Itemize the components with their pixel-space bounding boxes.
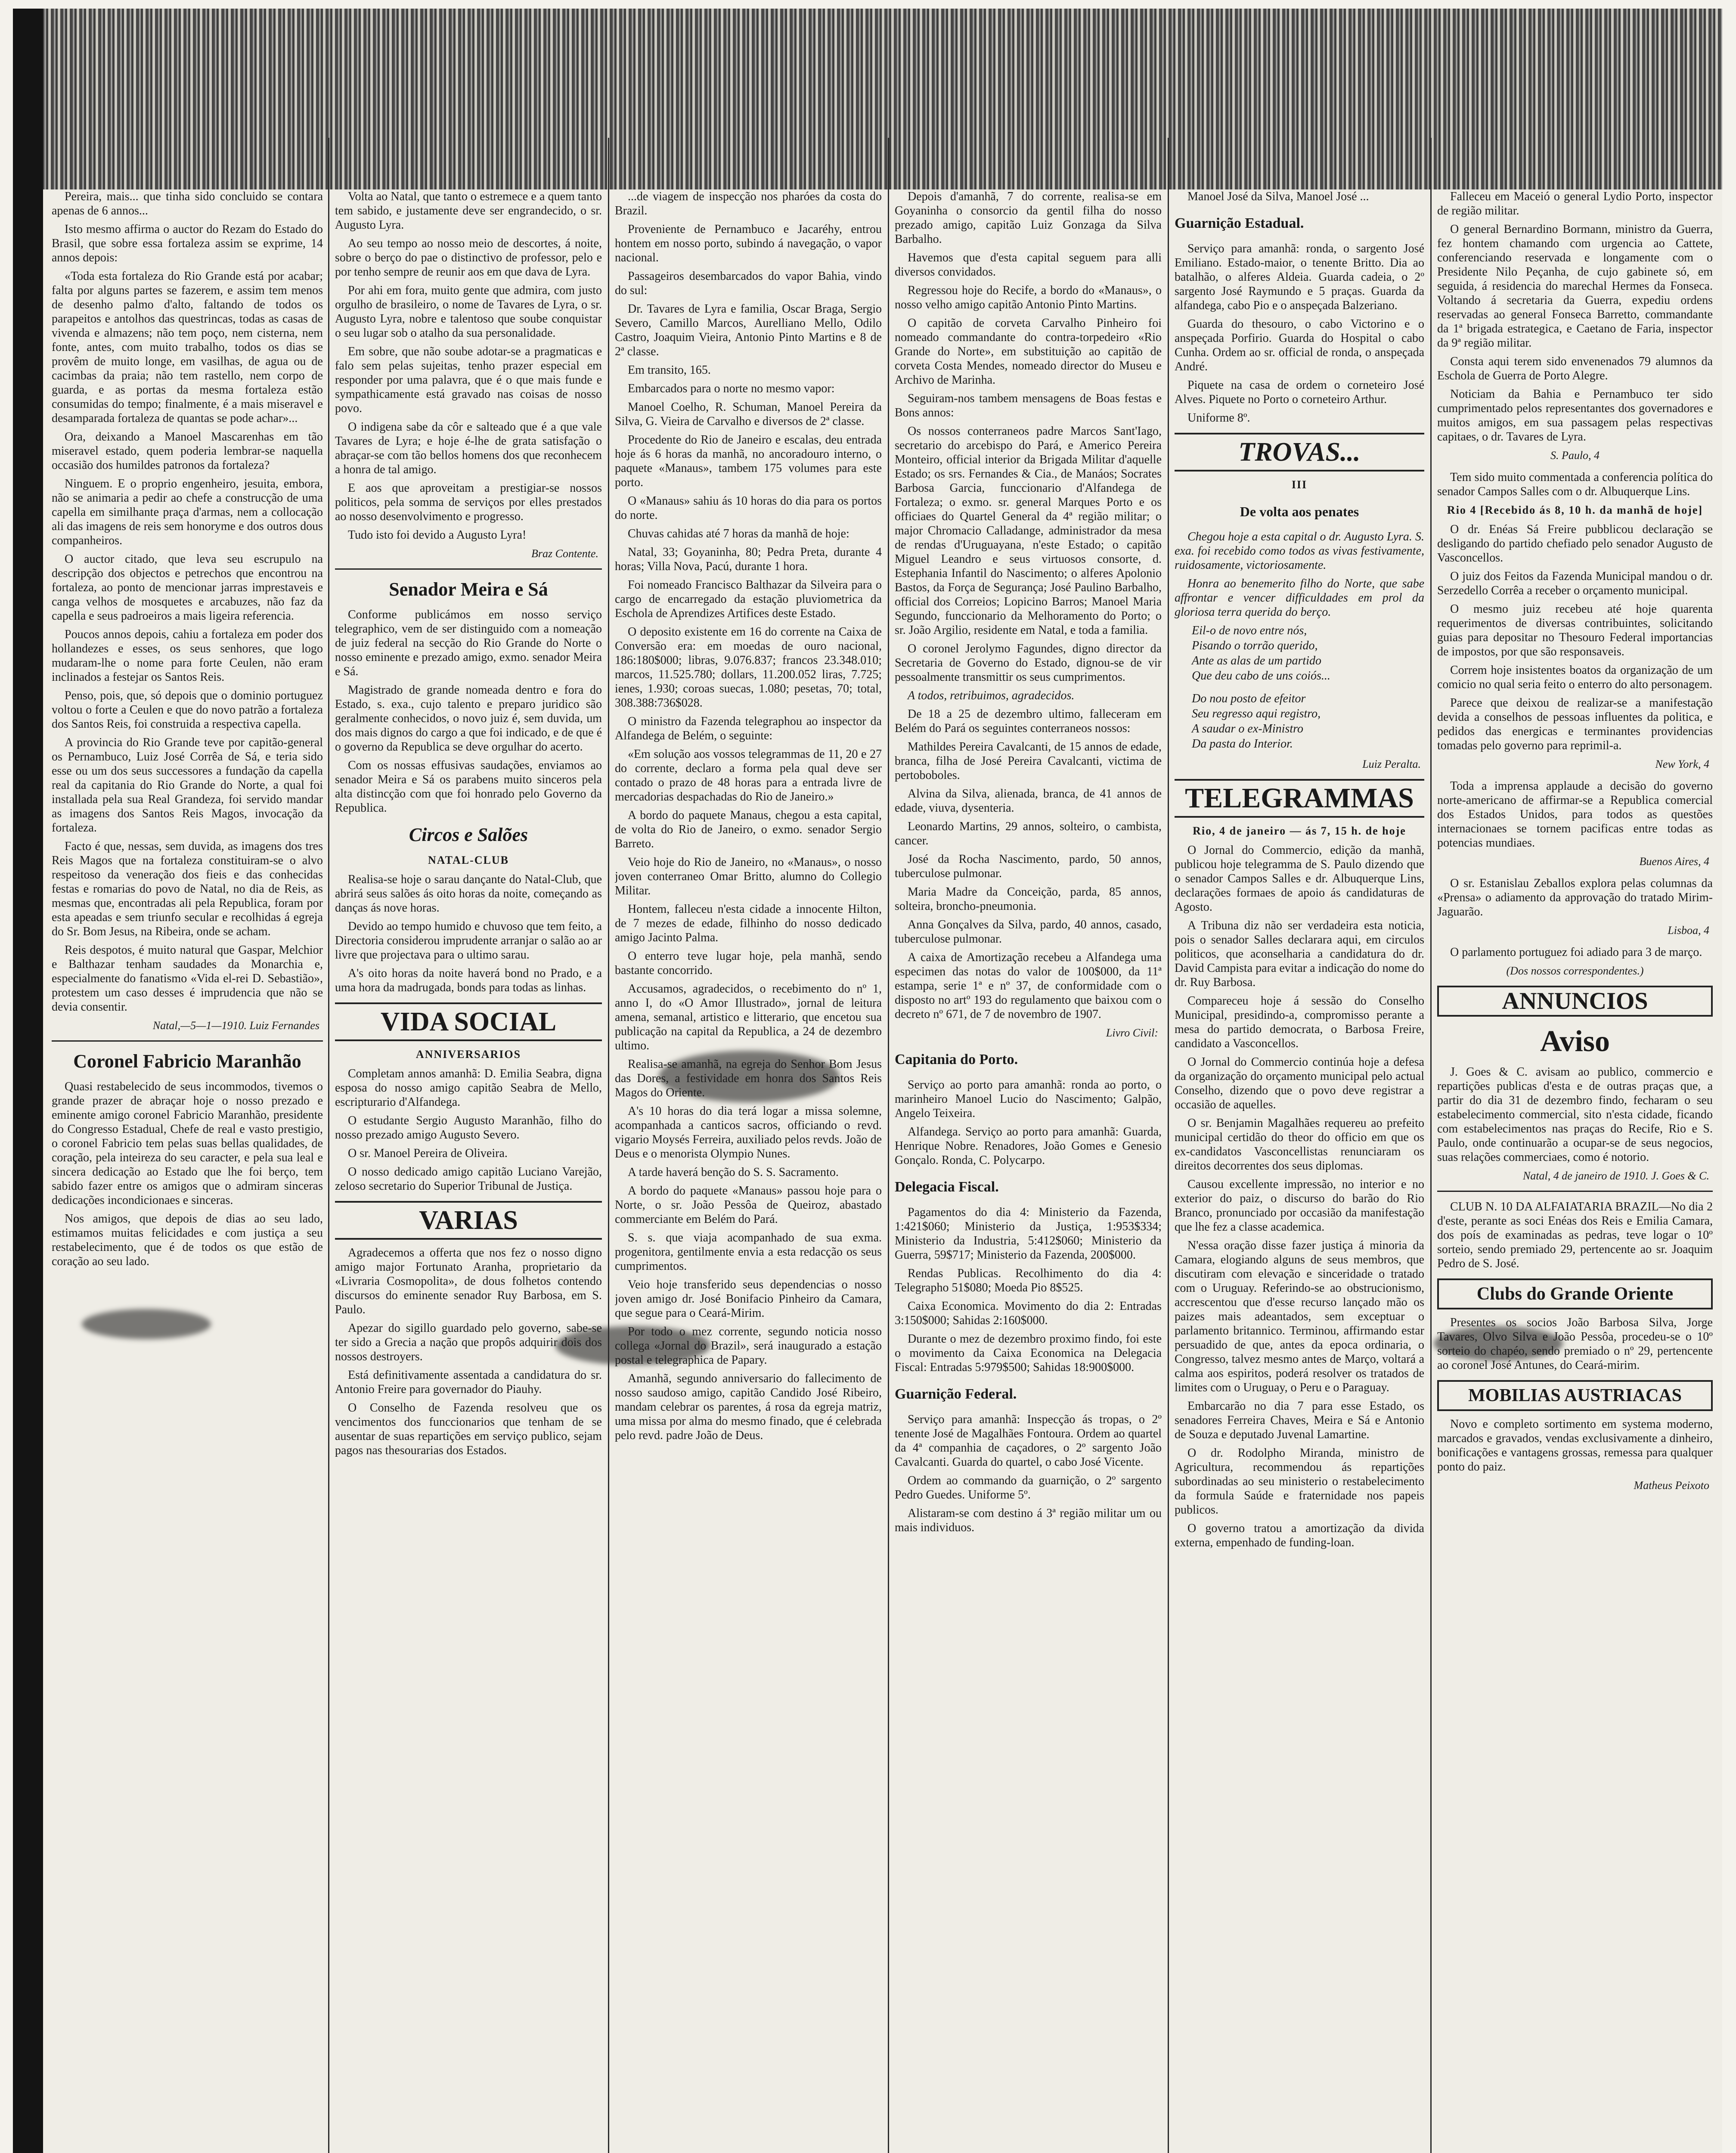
column-3 <box>615 189 882 2153</box>
verse-line: Eil-o de novo entre nós, <box>1192 624 1307 637</box>
article-paragraph: A caixa de Amortização recebeu a Alfandega uma especimen das notas do valor de 100$000, da 11ª estampa, serie 1ª e nº 37, de conformidade com o disposto no artº 193 do regulamento que baixou com o decreto nº 671, de 7 de novembro de 1907. <box>895 951 1162 1021</box>
article-paragraph: O estudante Sergio Augusto Maranhão, filho do nosso prezado amigo Augusto Severo. <box>335 1114 602 1142</box>
poem-verse <box>1175 624 1424 751</box>
article-paragraph: Depois d'amanhã, 7 do corrente, realisa-se em Goyaninha o consorcio da gentil filha do nosso prezado amigo, capitão Luiz Gonzaga da Silva Barbalho. <box>895 190 1162 246</box>
article-paragraph: Maria Madre da Conceição, parda, 85 annos, solteira, broncho-pneumonia. <box>895 885 1162 913</box>
article-paragraph: O auctor citado, que leva seu escrupulo na descripção dos objectos e petrechos que encontrou na fortaleza, ao ponto de mencionar jarras imprestaveis e canga velhos de mosquetes e arcabuzes, não faz da capella e seus padroeiros a mais ligeira referencia. <box>52 552 323 623</box>
article-paragraph: Com os nossas effusivas saudações, enviamos ao senador Meira e Sá os parabens muito sinceros pela alta distincção com que foi honrado pelo Governo da Republica. <box>335 759 602 815</box>
section-subheading: ANNIVERSARIOS <box>415 1048 521 1061</box>
article-paragraph: Realisa-se hoje o sarau dançante do Natal-Club, que abrirá seus salões ás oito horas da noite, começando as danças ás nove horas. <box>335 873 602 915</box>
article-paragraph: Completam annos amanhã: D. Emilia Seabra, digna esposa do nosso amigo capitão Seabra de Mello, escripturario d'Alfandega. <box>335 1067 602 1109</box>
article-signature: Matheus Peixoto <box>1634 1479 1709 1492</box>
article-paragraph: Ao seu tempo ao nosso meio de descortes, á noite, sobre o berço do pae o distinctivo de professor, pelo e por tenho sempre de reunir aos em que dava de Lyra. <box>335 237 602 279</box>
article-paragraph: CLUB N. 10 DA ALFAIATARIA BRAZIL—No dia 2 d'este, perante as soci Enéas dos Reis e Emilia Camara, dos poís de examinadas as pedras, teve logar o 10º sorteio, sendo premiado 29, pertencente ao sr. Joaquim Pedro de S. José. <box>1437 1200 1713 1270</box>
article-paragraph: Está definitivamente assentada a candidatura do sr. Antonio Freire para governador do Piauhy. <box>335 1368 602 1396</box>
separator <box>335 568 602 570</box>
column-4 <box>895 189 1162 2153</box>
article-paragraph: Embarcarão no dia 7 para esse Estado, os senadores Ferreira Chaves, Meira e Sá e Antonio de Souza e deputado Juvenal Lamartine. <box>1175 1399 1424 1441</box>
article-paragraph: A Tribuna diz não ser verdadeira esta noticia, pois o senador Salles declarara aqui, em circulos politicos, que aconselharia a candidatura do dr. David Campista para evitar a indicação do nome do dr. Ruy Barbosa. <box>1175 919 1424 989</box>
article-paragraph: Amanhã, segundo anniversario do fallecimento de nosso saudoso amigo, capitão Candido José Ribeiro, mandam celebrar os parentes, á rosa da egreja matriz, uma missa por alma do mesmo finado, que é celebrada pelo revd. padre João de Deus. <box>615 1372 882 1442</box>
article-paragraph: O enterro teve lugar hoje, pela manhã, sendo bastante concorrido. <box>615 949 882 977</box>
article-signature: Natal, 4 de janeiro de 1910. J. Goes & C. <box>1522 1170 1709 1182</box>
verse-line: Da pasta do Interior. <box>1192 737 1293 751</box>
article-paragraph: Havemos que d'esta capital seguem para alli diversos convidados. <box>895 251 1162 279</box>
article-paragraph: Nos amigos, que depois de dias ao seu lado, estimamos muitas felicidades e com justiça a seu restabelecimento, que é de todos os que estão de coração ao seu lado. <box>52 1212 323 1268</box>
article-paragraph: O indigena sabe da côr e salteado que é a que vale Tavares de Lyra; e hoje é-lhe de grata satisfação o abraçar-se com tão bellos homens dos que reconhecem a honra de tal amigo. <box>335 420 602 476</box>
article-paragraph: Ninguem. E o proprio engenheiro, jesuita, embora, não se animaria a pedir ao chefe a construcção de uma capella em similhante praça d'armas, nem a collocação ali das imagens de reis sem honoryme e dos outros dous companheiros. <box>52 477 323 547</box>
article-paragraph: Quasi restabelecido de seus incommodos, tivemos o grande prazer de abraçar hoje o nosso prezado e eminente amigo coronel Fabricio Maranhão, presidente do Congresso Estadual, Chefe de real e vasto prestigio, o coronel Fabricio tem pelas suas bellas qualidades, de coração, pela inteireza do seu caracter, e pela sua leal e sincera dedicação ao Estado que lhe foi berço, tem sabido fazer entre os amigos que o admiram sinceras dedicações incondicionaes e sinceras. <box>52 1080 323 1207</box>
section-heading: Guarnição Estadual. <box>1175 215 1304 231</box>
article-paragraph: Seguiram-nos tambem mensagens de Boas festas e Bons annos: <box>895 392 1162 419</box>
article-paragraph: Conforme publicámos em nosso serviço telegraphico, vem de ser distinguido com a nomeação de juiz federal na secção do Rio Grande do Norte o nosso eminente e prezado amigo, exmo. senador Meira e Sá. <box>335 608 602 678</box>
dateline: Rio 4 [Recebido ás 8, 10 h. da manhã de hoje] <box>1447 504 1703 516</box>
section-subheading: III <box>1291 478 1308 491</box>
section-heading: Guarnição Federal. <box>895 1386 1017 1402</box>
article-signature: Braz Contente. <box>531 547 598 560</box>
article-paragraph: O sr. Estanislau Zeballos explora pelas columnas da «Prensa» o adiamento da approvação do tratado Mirim-Jaguarão. <box>1437 877 1713 918</box>
article-paragraph: Alvina da Silva, alienada, branca, de 41 annos de edade, viuva, dysenteria. <box>895 787 1162 815</box>
article-paragraph: Os nossos conterraneos padre Marcos Sant'Iago, secretario do arcebispo do Pará, e Americo Pereira Monteiro, official interior da Brigada Militar d'aquelle Estado; os srs. Fernandes & Cia., de Manáos; Socrates Barbosa Garcia, funccionario d'Alfandega de Fortaleza; o exmo. sr. general Marques Porto e os officiaes do Quartel General da 4ª região militar; o major Chromacio Calladange, administrador da mesa de rendas d'Uruguayana, n'este Estado; o capitão Miguel Leandro e seus virtuosos consorte, d. Estephania Infantil do Nascimento; o alferes Apolonio Bastos, da Força de Segurança; José Paulino Barbalho, official dos Correios; Lopicino Barros; Manoel Maria Segundo, funccionario da Melhoramento do Porto; o sr. João Argilio, residente em Natal, e toda a familia. <box>895 425 1162 637</box>
article-paragraph: Falleceu em Maceió o general Lydio Porto, inspector de região militar. <box>1437 190 1713 217</box>
article-paragraph: O mesmo juiz recebeu até hoje quarenta requerimentos de diversas contribuintes, solicitando guias para depositar no Thesouro Federal importancias de impostos, por que são responsaveis. <box>1437 602 1713 658</box>
verse-line: Pisando o torrão querido, <box>1192 639 1318 652</box>
article-signature: Luiz Peralta. <box>1362 758 1421 770</box>
article-paragraph: Chegou hoje a esta capital o dr. Augusto Lyra. S. exa. foi recebido como todos as vivas festivamente, ruidosamente, victoriosamente. <box>1175 530 1424 572</box>
article-paragraph: Manoel Coelho, R. Schuman, Manoel Pereira da Silva, G. Vieira de Carvalho e diversos de 2ª classe. <box>615 400 882 428</box>
article-paragraph: Volta ao Natal, que tanto o estremece e a quem tanto tem sabido, e justamente deve ser engrandecido, o sr. Augusto Lyra. <box>335 190 602 232</box>
verse-line: Ante as alas de um partido <box>1192 654 1321 667</box>
article-paragraph: O ministro da Fazenda telegraphou ao inspector da Alfandega de Belém, o seguinte: <box>615 715 882 742</box>
column-rule <box>1168 138 1169 2153</box>
article-paragraph: Poucos annos depois, cahiu a fortaleza em poder dos hollandezes e esses, os seus senhores, que logo mudaram-lhe o nome para forte Ceulen, não eram inclinados a festejar os Santos Reis. <box>52 628 323 684</box>
section-heading: Delegacia Fiscal. <box>895 1179 999 1195</box>
article-paragraph: Proveniente de Pernambuco e Jacaréhy, entrou hontem em nosso porto, subindo á navegação, o vapor nacional. <box>615 223 882 264</box>
article-paragraph: Correm hoje insistentes boatos da organização de um comicio no qual seria feito o enterro do alto personagem. <box>1437 664 1713 691</box>
article-paragraph: Noticiam da Bahia e Pernambuco ter sido cumprimentado pelos representantes dos governadores e muitos amigos, em sua passagem pelas respectivas capitaes, o dr. Tavares de Lyra. <box>1437 388 1713 444</box>
section-heading: Aviso <box>1540 1025 1610 1058</box>
dark-left-edge <box>13 9 43 2153</box>
section-heading: Coronel Fabricio Maranhão <box>73 1051 301 1072</box>
article-paragraph: Compareceu hoje á sessão do Conselho Municipal, presidindo-a, compromisso perante a mesa do partido democrata, o Barbosa Freire, candidato a Vasconcellos. <box>1175 994 1424 1050</box>
article-paragraph: Dr. Tavares de Lyra e familia, Oscar Braga, Sergio Severo, Camillo Marcos, Aurelliano Mello, Odilo Castro, Joaquim Vieira, Antonio Pinto Martins e 8 de 2ª classe. <box>615 302 882 358</box>
article-paragraph: N'essa oração disse fazer justiça á minoria da Camara, elogiando alguns de seus membros, que discutiram com elevação e sinceridade o tratado com o Uruguay. Referindo-se ao obstrucionismo, accrescentou que d'esse recurso lançado mão os paizes mais adeantados, sem exceptuar o parlamento britannico. Terminou, affirmando estar persuadido de que, antes da epoca ordinaria, o Congresso, talvez mesmo antes de Março, voltará a calma aos espiritos, poderá resolver os tratados de limites com o Uruguay, o Peru e o Paraguay. <box>1175 1239 1424 1394</box>
article-paragraph: Reis despotos, é muito natural que Gaspar, Melchior e Balthazar tenham saudades da Monarchia e, especialmente do fanatismo «Vida el-rei D. Sebastião», protestem um caso desses é imprudencia que não se devia consentir. <box>52 943 323 1014</box>
article-paragraph: Accusamos, agradecidos, o recebimento do nº 1, anno I, do «O Amor Illustrado», jornal de leitura amena, semanal, artistico e litterario, que encetou sua publicação na capital da Republica, a 24 de dezembro ultimo. <box>615 982 882 1052</box>
article-paragraph: Durante o mez de dezembro proximo findo, foi este o movimento da Caixa Economica na Delegacia Fiscal: Entradas 5:979$500; Sahidas 18:900$000. <box>895 1332 1162 1374</box>
column-rule <box>608 138 609 2153</box>
verse-line: Seu regresso aqui registro, <box>1192 707 1321 720</box>
article-paragraph: Leonardo Martins, 29 annos, solteiro, o cambista, cancer. <box>895 820 1162 847</box>
article-paragraph: Magistrado de grande nomeada dentro e fora do Estado, s. exa., cujo talento e preparo juridico são geralmente conhecidos, o novo juiz é, sem duvida, um dos mais dignos do cargo a que foi indicado, e de que é o governo da Republica se deve orgulhar do acerto. <box>335 683 602 754</box>
article-paragraph: Novo e completo sortimento em systema moderno, marcados e gravados, vendas exclusivamente a dinheiro, bonificações e vantagens grossas, remessa para qualquer ponto do paiz. <box>1437 1418 1713 1474</box>
article-paragraph: A bordo do paquete «Manaus» passou hoje para o Norte, o sr. João Pessôa de Queiroz, abastado commerciante em Belém do Pará. <box>615 1184 882 1226</box>
article-paragraph: Caixa Economica. Movimento do dia 2: Entradas 3:150$000; Sahidas 2:160$000. <box>895 1300 1162 1327</box>
section-heading: ANNUNCIOS <box>1437 986 1713 1017</box>
article-paragraph: O coronel Jerolymo Fagundes, digno director da Secretaria de Governo do Estado, dignou-se de vir pessoalmente transmittir os seus cumprimentos. <box>895 642 1162 684</box>
section-heading: MOBILIAS AUSTRIACAS <box>1437 1380 1713 1411</box>
article-paragraph: Hontem, falleceu n'esta cidade a innocente Hilton, de 7 mezes de edade, filhinho do nosso dedicado amigo Jacinto Palma. <box>615 903 882 944</box>
article-paragraph: Serviço para amanhã: ronda, o sargento José Emiliano. Estado-maior, o tenente Britto. Dia ao batalhão, o alferes Aldeia. Guarda cadeia, o 2º sargento José Raymundo e 5 praças. Guarda da alfandega, cabo Pio e o anspeçada Balzeriano. <box>1175 242 1424 312</box>
article-paragraph: Ordem ao commando da guarnição, o 2º sargento Pedro Guedes. Uniforme 5º. <box>895 1474 1162 1502</box>
section-heading: TROVAS... <box>1175 433 1424 472</box>
dateline: New York, 4 <box>1655 758 1709 770</box>
article-paragraph: Rendas Publicas. Recolhimento do dia 4: Telegrapho 51$080; Moeda Pio 8$525. <box>895 1267 1162 1294</box>
section-heading: Clubs do Grande Oriente <box>1437 1278 1713 1309</box>
article-paragraph: A tarde haverá benção do S. S. Sacramento. <box>628 1166 839 1179</box>
article-paragraph: Alfandega. Serviço ao porto para amanhã: Guarda, Henrique Nobre. Renadores, João Gomes e Genesio Gonçalo. Ronda, C. Polycarpo. <box>895 1125 1162 1167</box>
damaged-top-band <box>13 9 1722 189</box>
article-paragraph: ...de viagem de inspecção nos pharóes da costa do Brazil. <box>615 190 882 217</box>
article-paragraph: Tudo isto foi devido a Augusto Lyra! <box>348 528 527 542</box>
dateline: S. Paulo, 4 <box>1550 449 1600 462</box>
article-paragraph: Veio hoje do Rio de Janeiro, no «Manaus», o nosso joven conterraneo Omar Britto, alumno do Collegio Militar. <box>615 856 882 897</box>
article-paragraph: Isto mesmo affirma o auctor do Rezam do Estado do Brasil, que sobre essa fortaleza assim se exprime, 14 annos depois: <box>52 223 323 264</box>
verse-line: A saudar o ex-Ministro <box>1192 722 1303 735</box>
article-paragraph: Veio hoje transferido seus dependencias o nosso joven amigo dr. José Bonifacio Pinheiro da Camara, que segue para o Ceará-Mirim. <box>615 1278 882 1320</box>
article-paragraph: O sr. Manoel Pereira de Oliveira. <box>348 1147 508 1160</box>
article-paragraph: E aos que aproveitam a prestigiar-se nossos politicos, pela somma de serviços por elles prestados ao nosso desenvolvimento e progresso. <box>335 481 602 523</box>
column-2 <box>335 189 602 2153</box>
article-paragraph: Realisa-se amanhã, na egreja do Senhor Bom Jesus das Dores, a festividade em honra dos Santos Reis Magos do Oriente. <box>615 1058 882 1099</box>
article-paragraph: José da Rocha Nascimento, pardo, 50 annos, tuberculose pulmonar. <box>895 853 1162 880</box>
article-paragraph: A todos, retribuimos, agradecidos. <box>908 689 1075 702</box>
article-paragraph: Por ahi em fora, muito gente que admira, com justo orgulho de brasileiro, o nome de Tavares de Lyra, o sr. Augusto Lyra, nobre e talentoso que soube conquistar o seu lugar sob o atalho da sua personalidade. <box>335 284 602 340</box>
article-paragraph: O dr. Rodolpho Miranda, ministro de Agricultura, recommendou ás repartições subordinadas ao seu ministerio o restabelecimento da formula Saúde e fraternidade nos papeis publicos. <box>1175 1446 1424 1517</box>
article-paragraph: Toda a imprensa applaude a decisão do governo norte-americano de affirmar-se a Republica comercial dos Estados Unidos, para todos as questões internacionaes se tornem pacificas entre todas as potencias mundiaes. <box>1437 779 1713 850</box>
article-paragraph: O sr. Benjamin Magalhães requereu ao prefeito municipal certidão do theor do officio em que os ex-candidatos Vasconcellistas renunciaram os direitos decorrentes dos seus diplomas. <box>1175 1117 1424 1173</box>
section-subheading: NATAL-CLUB <box>428 854 509 866</box>
article-paragraph: Facto é que, nessas, sem duvida, as imagens dos tres Reis Magos que na fortaleza constituiram-se o alvo respeitoso da veneração dos fieis e das conhecidas festas e romarias do povo de Natal, no dia de Reis, as mesmas que, encontradas ali pela Republica, foram por esta apeadas e sem triunfo secular e recolhidas á egreja do Sr. Bom Jesus, na Ribeira, onde se acham. <box>52 840 323 938</box>
dateline: Buenos Aires, 4 <box>1639 855 1709 868</box>
section-heading: Capitania do Porto. <box>895 1052 1018 1067</box>
article-paragraph: O parlamento portuguez foi adiado para 3 de março. <box>1450 946 1702 959</box>
article-paragraph: A's 10 horas do dia terá logar a missa solemne, acompanhada a canticos sacros, officiando o revd. vigario Moysés Ferreira, auxiliado pelos revds. João de Deus e o menorista Olympio Nunes. <box>615 1104 882 1160</box>
article-paragraph: Anna Gonçalves da Silva, pardo, 40 annos, casado, tuberculose pulmonar. <box>895 918 1162 946</box>
article-signature: (Dos nossos correspondentes.) <box>1506 965 1644 977</box>
section-heading: VIDA SOCIAL <box>335 1002 602 1041</box>
article-paragraph: Causou excellente impressão, no interior e no exterior do paiz, o discurso do barão do Rio Branco, pronunciado por occasião da manifestação que lhe fez a classe academica. <box>1175 1178 1424 1234</box>
article-paragraph: Parece que deixou de realizar-se a manifestação devida a conselhos de pessoas influentes da politica, e pedidos das energicas e terminantes providencias tomadas pelo governo para reprimil-a. <box>1437 696 1713 752</box>
separator <box>1437 1191 1713 1192</box>
section-heading: Circos e Salões <box>409 824 528 845</box>
column-6 <box>1437 189 1713 2153</box>
article-paragraph: Devido ao tempo humido e chuvoso que tem feito, a Directoria considerou imprudente arranjar o salão ao ar livre que projectava para o ultimo sarau. <box>335 920 602 962</box>
article-paragraph: O capitão de corveta Carvalho Pinheiro foi nomeado commandante do contra-torpedeiro «Rio Grande do Norte», em substituição ao capitão de corveta Costa Mendes, nomeado director do Museu e Archivo de Marinha. <box>895 316 1162 387</box>
article-paragraph: Consta aqui terem sido envenenados 79 alumnos da Eschola de Guerra de Porto Alegre. <box>1437 355 1713 382</box>
article-paragraph: Embarcados para o norte no mesmo vapor: <box>628 382 835 395</box>
article-paragraph: Regressou hoje do Recife, a bordo do «Manaus», o nosso velho amigo capitão Antonio Pinto Martins. <box>895 284 1162 311</box>
article-paragraph: Procedente do Rio de Janeiro e escalas, deu entrada hoje ás 6 horas da manhã, no ancoradouro interno, o paquete «Manaus», tambem 175 volumes para este porto. <box>615 433 882 489</box>
article-paragraph: O Jornal do Commercio continúa hoje a defesa da organização do orçamento municipal pelo actual Conselho, dizendo que o povo deve registrar a occasião de aquelles. <box>1175 1055 1424 1111</box>
article-paragraph: Pereira, mais... que tinha sido concluido se contara apenas de 6 annos... <box>52 190 323 217</box>
article-paragraph: Por todo o mez corrente, segundo noticia nosso collega «Jornal do Brazil», será inaugurado a estação postal e telegraphica de Papary. <box>615 1325 882 1367</box>
section-heading: TELEGRAMMAS <box>1175 779 1424 818</box>
article-paragraph: Alistaram-se com destino á 3ª região militar um ou mais individuos. <box>895 1507 1162 1534</box>
article-paragraph: Serviço ao porto para amanhã: ronda ao porto, o marinheiro Manoel Lucio do Nascimento; Galpão, Angelo Teixeira. <box>895 1078 1162 1120</box>
article-paragraph: Foi nomeado Francisco Balthazar da Silveira para o cargo de encarregado da estação pluviometrica da Eschola de Aprendizes Artifices deste Estado. <box>615 578 882 620</box>
article-paragraph: A provincia do Rio Grande teve por capitão-general os Pernambuco, Luiz José Corrêa de Sá, e teria sido esse ou um dos seus successores a fundação da capella real da capitania do Rio Grande do Norte, a qual foi installada pela sua Real Grandeza, foi servido mandar as imagens dos Santos Reis Magos, invocação da fortaleza. <box>52 736 323 835</box>
separator <box>52 1040 323 1042</box>
article-paragraph: «Em solução aos vossos telegrammas de 11, 20 e 27 do corrente, declaro a forma pela qual deve ser contado o prazo de 48 horas para a entrada livre de mercadorias despachadas do Rio de Janeiro.» <box>615 748 882 803</box>
article-paragraph: Ora, deixando a Manoel Mascarenhas em tão miseravel estado, quem poderia lembrar-se naquella occasião dos humildes patronos da fortaleza? <box>52 430 323 472</box>
article-paragraph: Honra ao benemerito filho do Norte, que sabe affrontar e vencer difficuldades em prol da gloriosa terra querida do berço. <box>1175 577 1424 619</box>
article-paragraph: Manoel José da Silva, Manoel José ... <box>1187 190 1369 203</box>
column-5 <box>1175 189 1424 2153</box>
article-paragraph: Presentes os socios João Barbosa Silva, Jorge Tavares, Olvo Silva e João Pessôa, procedeu-se o 10º sorteio do chapéo, sendo premiado o nº 29, pertencente ao coronel José Antunes, do Ceará-mirim. <box>1437 1316 1713 1372</box>
verse-line: Do nou posto de efeitor <box>1192 692 1306 705</box>
article-paragraph: Natal, 33; Goyaninha, 80; Pedra Preta, durante 4 horas; Villa Nova, Pacú, durante 1 hora. <box>615 546 882 573</box>
article-paragraph: Penso, pois, que, só depois que o dominio portuguez voltou o forte a Ceulen e que do novo patrão a fortaleza dos Santos Reis, foi construida a respectiva capella. <box>52 689 323 731</box>
newspaper-page <box>13 9 1722 2153</box>
article-paragraph: Apezar do sigillo guardado pelo governo, sabe-se ter sido a Grecia a nação que propôs adquirir dois dos nossos destroyers. <box>335 1322 602 1363</box>
article-paragraph: Serviço para amanhã: Inspecção ás tropas, o 2º tenente José de Magalhães Fontoura. Ordem ao quartel da 4ª companhia de caçadores, o 2º sargento João Cavalcanti. Guarda do quartel, o cabo José Vicente. <box>895 1413 1162 1469</box>
article-signature: Livro Civil: <box>1106 1027 1158 1039</box>
verse-line: Que deu cabo de uns coiós... <box>1192 669 1330 683</box>
article-paragraph: Tem sido muito commentada a conferencia política do senador Campos Salles com o dr. Albuquerque Lins. <box>1437 471 1713 498</box>
article-paragraph: Em transito, 165. <box>628 363 711 377</box>
article-paragraph: De 18 a 25 de dezembro ultimo, falleceram em Belém do Pará os seguintes conterraneos nossos: <box>895 707 1162 735</box>
article-signature: Natal,—5—1—1910. Luiz Fernandes <box>152 1019 319 1032</box>
section-heading: VARIAS <box>335 1201 602 1240</box>
article-paragraph: O general Bernardino Bormann, ministro da Guerra, fez hontem chamando com urgencia ao Cattete, conferenciando reservada e longamente com o Presidente Nilo Peçanha, de cujo gabinete só, em seguida, á residencia do marechal Hermes da Fonseca. Voltando á secretaria da Guerra, expediu ordens reservadas ao general Fonseca Barretto, commandante da 1ª brigada estrategica, e Caetano de Faria, inspector da 9ª região militar. <box>1437 223 1713 350</box>
article-paragraph: O dr. Enéas Sá Freire pubblicou declaração se desligando do partido chefiado pelo senador Augusto de Vasconcellos. <box>1437 523 1713 565</box>
article-paragraph: O «Manaus» sahiu ás 10 horas do dia para os portos do norte. <box>615 494 882 522</box>
article-paragraph: Mathildes Pereira Cavalcanti, de 15 annos de edade, branca, filha de José Pereira Cavalcanti, victima de pertoboboles. <box>895 740 1162 782</box>
article-paragraph: Agradecemos a offerta que nos fez o nosso digno amigo major Fortunato Aranha, proprietario da «Livraria Cosmopolita», de dous folhetos contendo discursos do eminente senador Ruy Barbosa, em S. Paulo. <box>335 1246 602 1316</box>
article-paragraph: O Jornal do Commercio, edição da manhã, publicou hoje telegramma de S. Paulo dizendo que o senador Campos Salles e dr. Albuquerque Lins, declarações formaes de apoio ás candidaturas de Agosto. <box>1175 844 1424 914</box>
column-rule <box>1430 138 1432 2153</box>
article-paragraph: A's oito horas da noite haverá bond no Prado, e a uma hora da madrugada, bonds para todas as linhas. <box>335 967 602 994</box>
article-paragraph: Chuvas cahidas até 7 horas da manhã de hoje: <box>628 527 849 540</box>
section-heading: Senador Meira e Sá <box>389 579 548 600</box>
column-rule <box>888 138 889 2153</box>
article-paragraph: O deposito existente em 16 do corrente na Caixa de Conversão era: em moedas de ouro nacional, 186:180$000; libras, 9.076.837; francos 23.348.010; marcos, 11.525.780; dollars, 11.200.052 liras, 7.725; ienes, 1.930; coroas suecas, 1.080; pesetas, 70; total, 308.388:736$028. <box>615 625 882 710</box>
article-paragraph: «Toda esta fortaleza do Rio Grande está por acabar; falta por alguns partes se fazerem, e assim tem menos de desenho palmo d'alto, faltando de todos os parapeitos e antolhos das questrincas, todas as casas de vivenda e almazens; não tem poço, nem cisterna, nem fonte, antes, com muito trabalho, todos os dias se provêm de muito longe, em vasilhas, de agua ou de cacimbas da praia; não tem rastello, nem corpo de guarda, e as portas da mesma fortaleza estão consumidas do tempo; finalmente, é a mais miseravel e desamparada fortaleza de quantas se pode achar»... <box>52 270 323 425</box>
column-rule <box>328 138 329 2153</box>
article-paragraph: O Conselho de Fazenda resolveu que os vencimentos dos funccionarios que tenham de se ausentar de suas repartições em serviço publico, sejam pagos nas thesourarias dos Estados. <box>335 1401 602 1457</box>
article-paragraph: O governo tratou a amortização da divida externa, empenhado de funding-loan. <box>1175 1522 1424 1549</box>
article-paragraph: Uniforme 8º. <box>1187 411 1250 425</box>
article-paragraph: S. s. que viaja acompanhado de sua exma. progenitora, gentilmente envia a esta redacção os seus cumprimentos. <box>615 1231 882 1273</box>
section-subheading: Rio, 4 de janeiro — ás 7, 15 h. de hoje <box>1193 825 1406 837</box>
dateline: Lisboa, 4 <box>1668 924 1709 937</box>
column-1 <box>52 189 323 2153</box>
article-paragraph: Piquete na casa de ordem o corneteiro José Alves. Piquete no Porto o corneteiro Arthur. <box>1175 378 1424 406</box>
section-heading: De volta aos penates <box>1240 504 1359 519</box>
article-paragraph: Em sobre, que não soube adotar-se a pragmaticas e falo sem pelas sujeitas, tenho prazer especial em responder por uma palavra, que é o que mais funde e sympathicamente está gravado nas coisas de nosso povo. <box>335 345 602 415</box>
article-paragraph: Passageiros desembarcados do vapor Bahia, vindo do sul: <box>615 270 882 297</box>
article-paragraph: O nosso dedicado amigo capitão Luciano Varejão, zeloso secretario do Superior Tribunal de Justiça. <box>335 1165 602 1193</box>
article-paragraph: J. Goes & C. avisam ao publico, commercio e repartições publicas d'esta e de outras praças que, a partir do dia 31 de dezembro findo, fecharam o seu estabelecimento commercial, sito n'esta cidade, ficando com estabelecimentos nas praças do Recife, Rio e S. Paulo, onde continuarão a ocupar-se de seus negocios, suas relações commerciaes, como é notorio. <box>1437 1065 1713 1164</box>
article-paragraph: Pagamentos do dia 4: Ministerio da Fazenda, 1:421$060; Ministerio da Justiça, 1:953$334; Ministerio da Industria, 5:412$060; Ministerio da Guerra, 59$717; Ministerio da Fazenda, 200$000. <box>895 1206 1162 1262</box>
article-paragraph: A bordo do paquete Manaus, chegou a esta capital, de volta do Rio de Janeiro, o exmo. senador Sergio Barreto. <box>615 809 882 850</box>
article-paragraph: Guarda do thesouro, o cabo Victorino e o anspeçada Porfirio. Guarda do Hospital o cabo Cunha. Ordem ao sr. official de ronda, o anspeçada André. <box>1175 317 1424 373</box>
article-paragraph: O juiz dos Feitos da Fazenda Municipal mandou o dr. Serzedello Corrêa a receber o orçamento municipal. <box>1437 570 1713 597</box>
